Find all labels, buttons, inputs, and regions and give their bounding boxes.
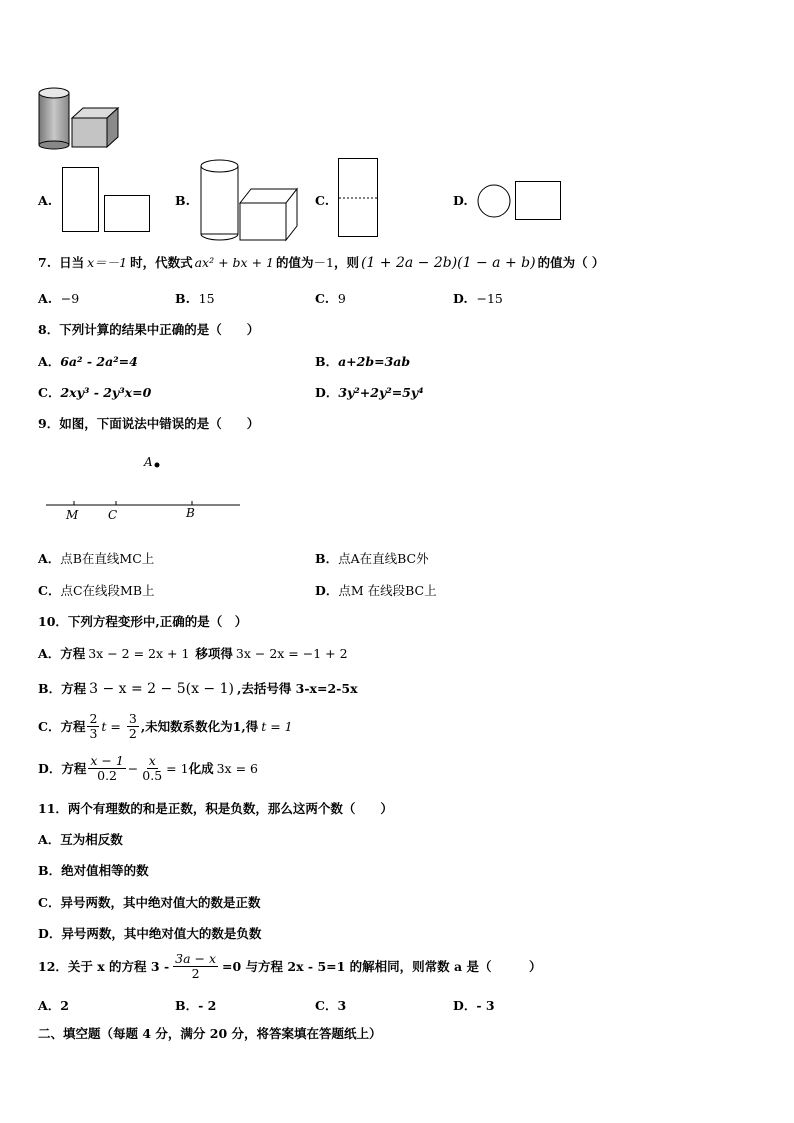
q6-option-b-figure xyxy=(200,158,300,242)
q7-value: －1 xyxy=(313,255,334,270)
q11-option-b: B．绝对值相等的数 xyxy=(38,863,149,878)
q6-option-c-figure xyxy=(338,158,380,240)
point-a-dot xyxy=(155,463,160,468)
q9-option-d: D．点M 在线段BC上 xyxy=(315,583,437,598)
q10-stem: 10．下列方程变形中,正确的是（ ） xyxy=(38,614,248,629)
q6-option-a-figure xyxy=(62,167,152,235)
q7-text-c: 的值为 xyxy=(275,255,314,270)
q11-option-d: D．异号两数，其中绝对值大的数是负数 xyxy=(38,926,262,941)
q11-stem: 11．两个有理数的和是正数，积是负数，那么这两个数（ ） xyxy=(38,801,393,816)
q7-option-b: B. 15 xyxy=(175,291,215,306)
q9-line-figure xyxy=(44,452,244,524)
point-c-label: C xyxy=(108,508,118,522)
q10-option-d: D． 方程 $\frac{x - 1}{0.2}$ − $\frac{x}{0.5}$ = 1 化成 3x = 6 xyxy=(38,753,258,783)
q9-option-c: C．点C在线段MB上 xyxy=(38,583,155,598)
q7-text-b: 时，代数式 xyxy=(130,255,193,270)
q11-option-a: A．互为相反数 xyxy=(38,832,123,847)
q12-option-b: B．- 2 xyxy=(175,998,217,1013)
q10-option-c: C． 方程 $\frac{2}{3}$ t = $\frac{3}{2}$ ,未知数系数化为1,得 t = 1 xyxy=(38,711,293,741)
q9-stem: 9．如图，下面说法中错误的是（ ） xyxy=(38,416,260,431)
q10-option-b: B． 方程 3 − x = 2 − 5(x − 1) ,去括号得 3-x=2-5x xyxy=(38,681,358,697)
section-2-heading: 二、填空题（每题 4 分，满分 20 分，将答案填在答题纸上） xyxy=(38,1026,382,1041)
q8-stem: 8．下列计算的结果中正确的是（ ） xyxy=(38,322,260,337)
q12-fraction: $\frac{3a - x}{2}$ xyxy=(175,951,217,981)
q7-option-a: A. −9 xyxy=(38,291,80,306)
q8-option-c: C．2xy³ - 2y³x=0 xyxy=(38,385,152,400)
q12-stem: 12．关于 x 的方程 3 - $\frac{3a - x}{2}$ =0 与方程 2x - 5=1 的解相同，则常数 a 是（ ） xyxy=(38,951,542,981)
q7-stem xyxy=(38,255,604,271)
q6-option-a-label: A. xyxy=(38,193,53,208)
q11-option-c: C．异号两数，其中绝对值大的数是正数 xyxy=(38,895,261,910)
solids-figure xyxy=(38,86,120,150)
q8-option-a: A．6a² - 2a²=4 xyxy=(38,354,138,369)
q6-option-d-figure xyxy=(477,180,565,222)
q7-text-e: 的值为（ ） xyxy=(537,255,605,270)
q7-condition: x＝－1 xyxy=(87,255,128,270)
q7-expression-2: (1 + 2a − 2b)(1 − a + b) xyxy=(360,255,536,271)
q7-option-d: D. −15 xyxy=(453,291,503,306)
q7-expression-1: ax² + bx + 1 xyxy=(194,255,274,270)
q6-option-c-label: C. xyxy=(315,193,330,208)
q10d-frac-left: $\frac{x - 1}{0.2}$ xyxy=(90,753,124,783)
point-m-label: M xyxy=(66,508,79,522)
q8-option-d: D．3y²+2y²=5y⁴ xyxy=(315,385,424,400)
q12-option-c: C．3 xyxy=(315,998,347,1013)
q6-option-b-label: B. xyxy=(175,193,190,208)
q6-option-d-label: D. xyxy=(453,193,468,208)
q7-text-a: 日当 xyxy=(59,255,85,270)
point-a-label: A xyxy=(144,455,153,469)
q7-text-d: ，则 xyxy=(333,255,359,270)
q7-number: 7. xyxy=(38,255,52,270)
q10c-frac-right: $\frac{3}{2}$ xyxy=(128,711,137,741)
q9-option-a: A．点B在直线MC上 xyxy=(38,551,155,566)
q12-option-a: A．2 xyxy=(38,998,69,1013)
q12-option-d: D．- 3 xyxy=(453,998,495,1013)
q10c-frac-left: $\frac{2}{3}$ xyxy=(89,711,98,741)
q8-option-b: B．a+2b=3ab xyxy=(315,354,411,369)
q10-option-a: A． 方程 3x − 2 = 2x + 1 移项得 3x − 2x = −1 + 2 xyxy=(38,646,348,661)
q10d-frac-right: $\frac{x}{0.5}$ xyxy=(142,753,163,783)
point-b-label: B xyxy=(186,506,195,520)
q7-option-c: C. 9 xyxy=(315,291,346,306)
q9-option-b: B．点A在直线BC外 xyxy=(315,551,429,566)
